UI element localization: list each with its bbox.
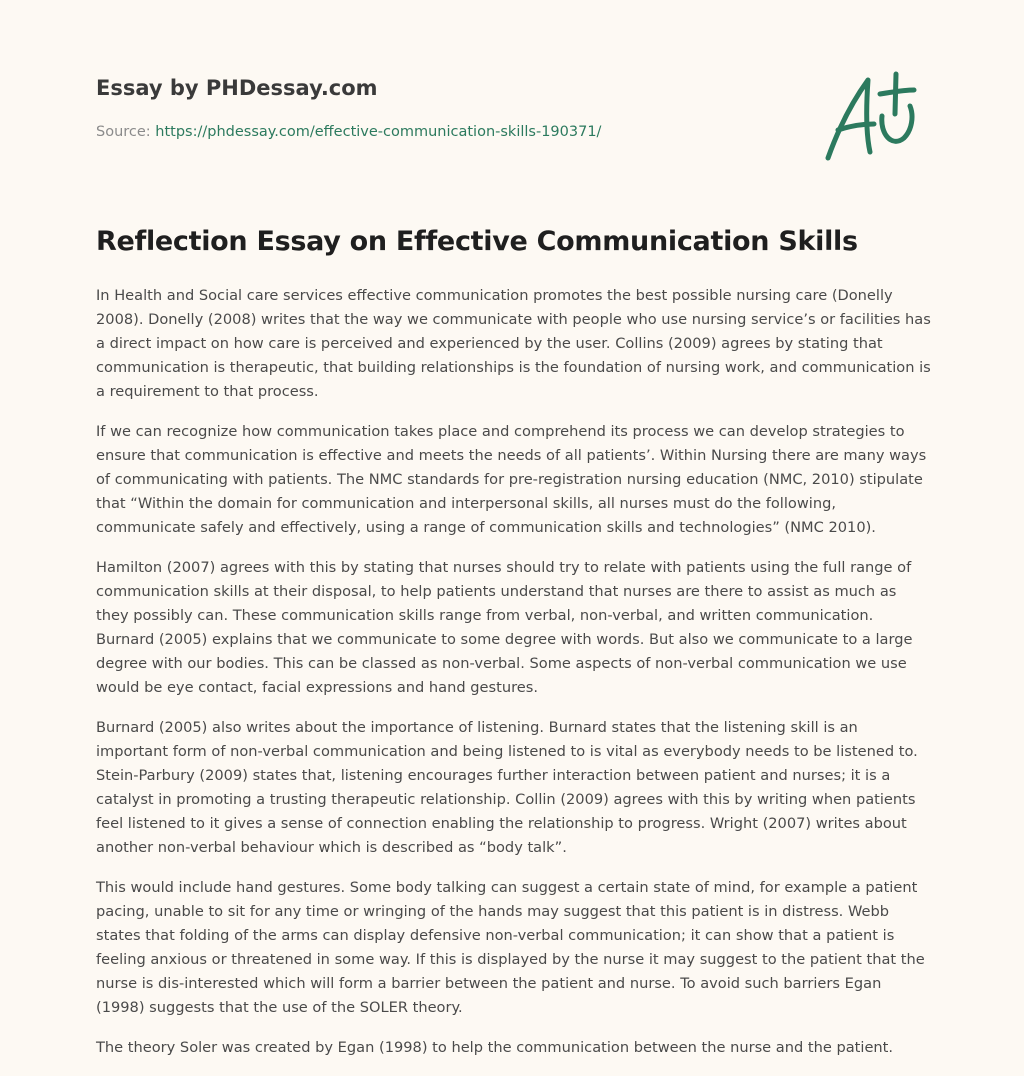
source-link[interactable]: https://phdessay.com/effective-communication-skills-190371/ bbox=[155, 124, 602, 140]
essay-paragraph: Burnard (2005) also writes about the importance of listening. Burnard states that the listening skill is an important form of non-verbal communication and being listened to is vital as everybody needs to be listened to. Stein-Parbury (2009) states that, listening encourages further interaction between patient and nurses; it is a catalyst in promoting a trusting therapeutic relationship. Collin (2009) agrees with this by writing when patients feel listened to it gives a sense of connection enabling the relationship to progress. Wright (2007) writes about another non-verbal behaviour which is described as “body talk”. bbox=[96, 719, 918, 856]
source-label: Source: bbox=[96, 124, 156, 140]
essay-paragraph: The theory Soler was created by Egan (1998) to help the communication between the nurse and the patient. bbox=[96, 1039, 894, 1056]
site-brand: Essay by PHDessay.com bbox=[96, 76, 378, 100]
essay-paragraph: This would include hand gestures. Some body talking can suggest a certain state of mind, for example a patient pacing, unable to sit for any time or wringing of the hands may suggest that this patient is in distress. Webb states that folding of the arms can display defensive non-verbal communication; it can show that a patient is feeling anxious or threatened in some way. If this is displayed by the nurse it may suggest to the patient that the nurse is dis-interested which will form a barrier between the patient and nurse. To avoid such barriers Egan (1998) suggests that the use of the SOLER theory. bbox=[96, 879, 925, 1016]
a-plus-logo-icon bbox=[816, 68, 926, 164]
essay-paragraph: Hamilton (2007) agrees with this by stating that nurses should try to relate with patients using the full range of communication skills at their disposal, to help patients understand that nurses are there to assist as much as they possibly can. These communication skills range from verbal, non-verbal, and written communication. Burnard (2005) explains that we communicate to some degree with words. But also we communicate to a large degree with our bodies. This can be classed as non-verbal. Some aspects of non-verbal communication we use would be eye contact, facial expressions and hand gestures. bbox=[96, 559, 913, 696]
essay-paragraph: If we can recognize how communication takes place and comprehend its process we can develop strategies to ensure that communication is effective and meets the needs of all patients’. Within Nursing there are many ways of communicating with patients. The NMC standards for pre-registration nursing education (NMC, 2010) stipulate that “Within the domain for communication and interpersonal skills, all nurses must do the following, communicate safely and effectively, using a range of communication skills and technologies” (NMC 2010). bbox=[96, 423, 927, 536]
essay-body bbox=[96, 284, 932, 1076]
essay-title: Reflection Essay on Effective Communication Skills bbox=[96, 226, 858, 257]
source-line bbox=[96, 124, 601, 140]
essay-paragraph: In Health and Social care services effective communication promotes the best possible nursing care (Donelly 2008). Donelly (2008) writes that the way we communicate with people who use nursing service’s or facilities has a direct impact on how care is perceived and experienced by the user. Collins (2009) agrees by stating that communication is therapeutic, that building relationships is the foundation of nursing work, and communication is a requirement to that process. bbox=[96, 287, 931, 400]
